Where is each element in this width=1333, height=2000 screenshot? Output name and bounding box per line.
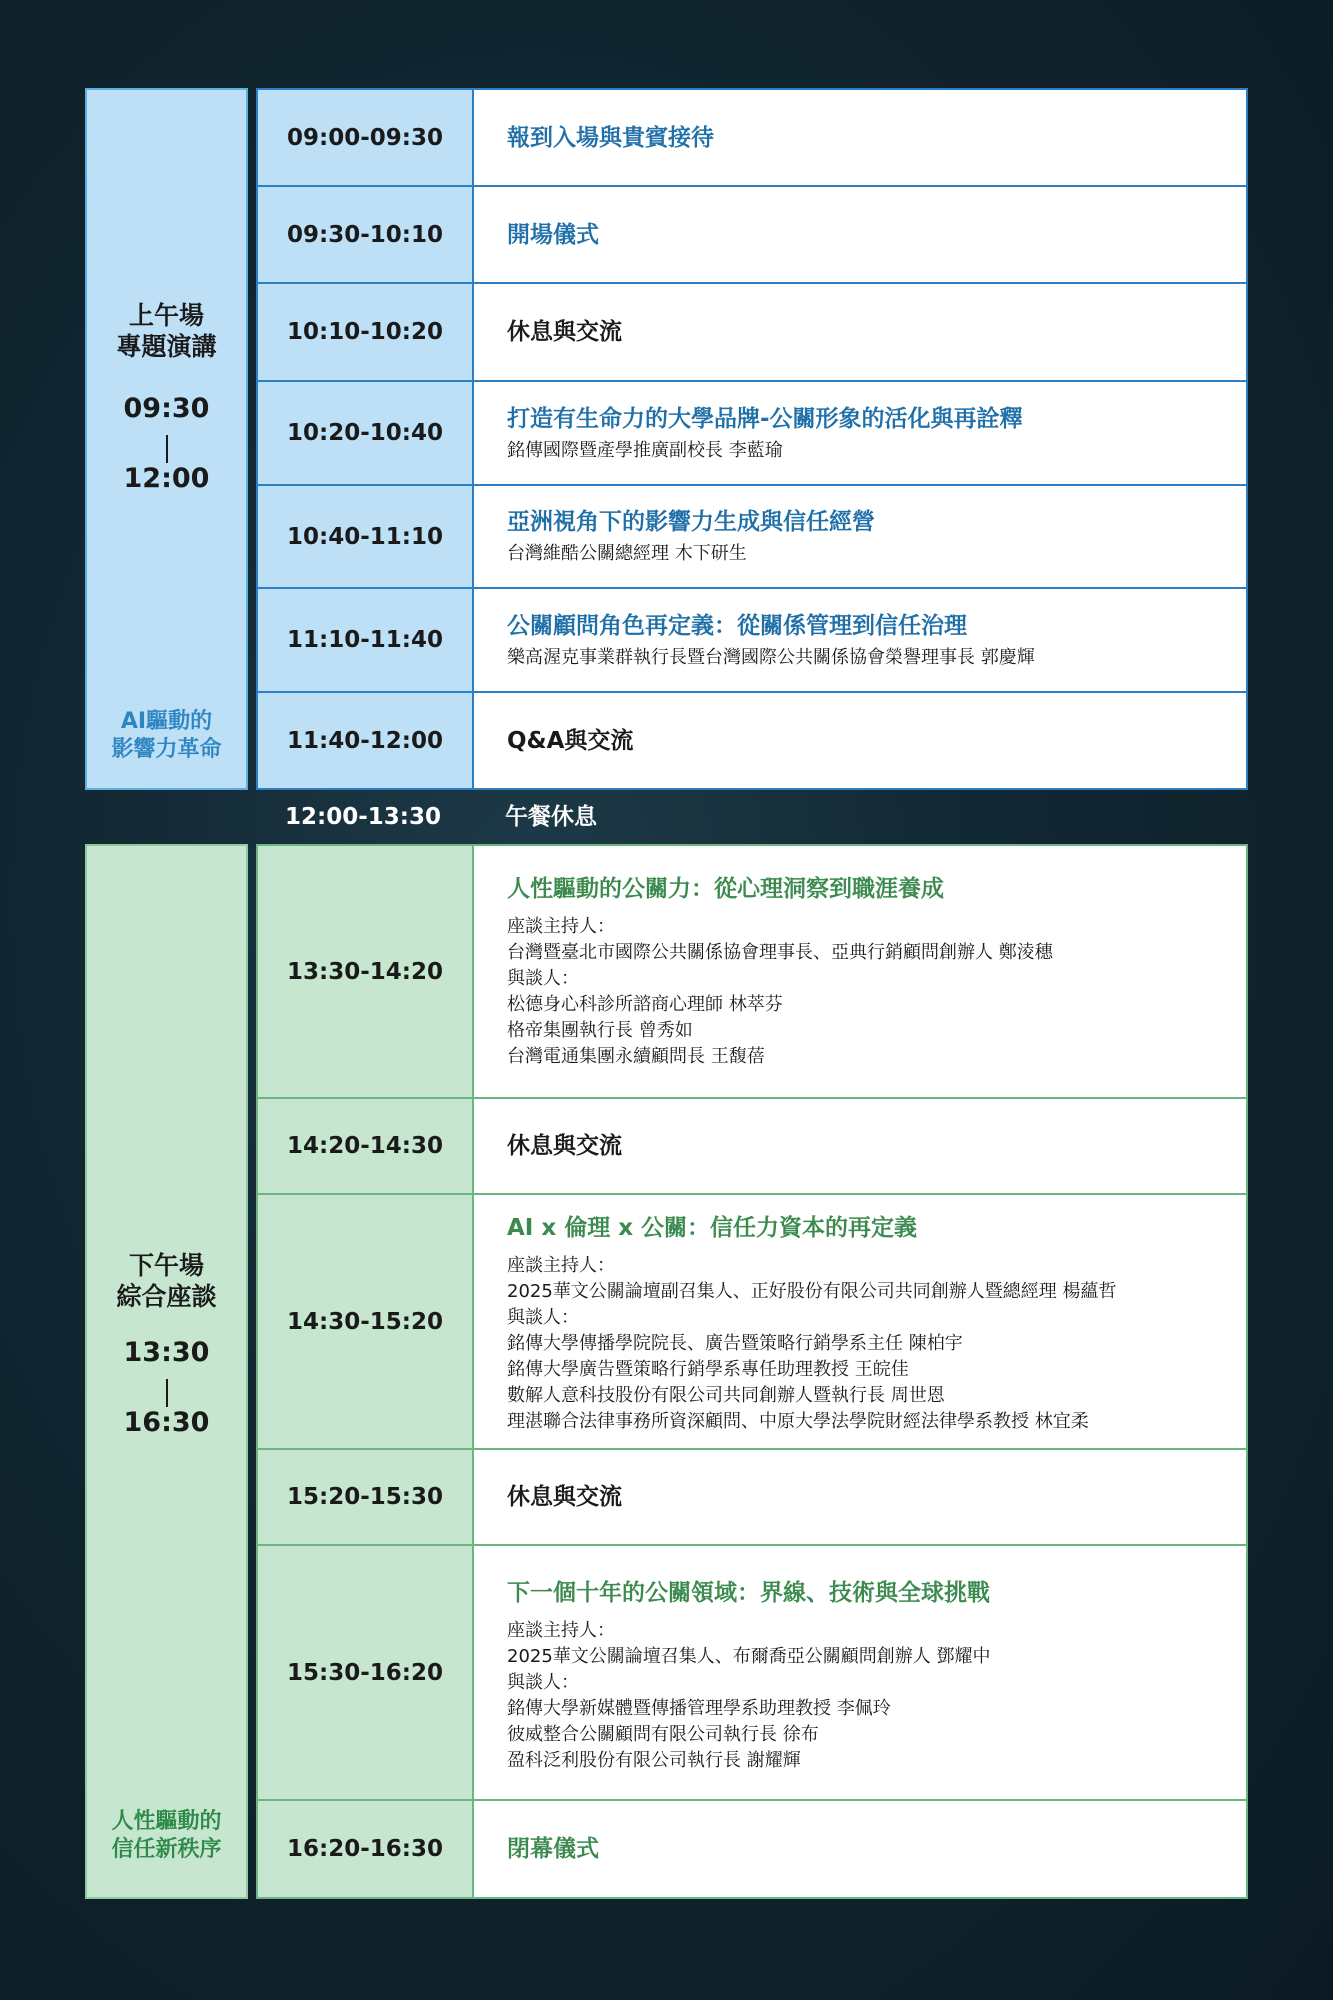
row-time: 16:20-16:30 [258,1801,474,1897]
event-speaker: 樂高渥克事業群執行長暨台灣國際公共關係協會榮譽理事長 郭慶輝 [507,646,1035,668]
row-content [474,1450,1246,1544]
row-content [474,284,1246,380]
event-title: 休息與交流 [507,1484,622,1510]
event-title: 公關顧問角色再定義：從關係管理到信任治理 [507,612,967,639]
row-time: 11:40-12:00 [258,693,474,788]
row-time: 13:30-14:20 [258,846,474,1097]
event-title: 報到入場與貴賓接待 [507,124,714,151]
panel-participants [507,914,1246,1070]
participant-line: 松德身心科診所諮商心理師 林萃芬 [507,994,783,1015]
row-content [474,486,1246,587]
row-content [474,90,1246,185]
schedule-row [256,486,1248,589]
schedule-row [256,88,1248,187]
event-title: 閉幕儀式 [507,1836,599,1862]
participant-line: 盈科泛利股份有限公司執行長 謝耀輝 [507,1750,801,1771]
event-title: 人性驅動的公關力：從心理洞察到職涯養成 [507,876,944,902]
lunch-label: 午餐休息 [505,804,597,830]
schedule-row [256,1099,1248,1195]
schedule-row [256,284,1248,382]
row-content [474,382,1246,484]
participant-line: 座談主持人： [507,1255,615,1276]
schedule-row [256,1450,1248,1546]
lunch-time: 12:00-13:30 [285,804,441,830]
row-content [474,589,1246,691]
row-time: 09:30-10:10 [258,187,474,282]
schedule-row [256,844,1248,1099]
morning-start-time: 09:30 [123,393,210,424]
participant-line: 與談人： [507,968,579,989]
participant-line: 台灣電通集團永續顧問長 王馥蓓 [507,1046,765,1067]
event-title: 休息與交流 [507,1133,622,1159]
schedule-row [256,589,1248,693]
participant-line: 2025華文公關論壇副召集人、正好股份有限公司共同創辦人暨總經理 楊蘊哲 [507,1281,1117,1302]
event-speaker: 台灣維酷公關總經理 木下研生 [507,543,747,564]
row-time: 10:10-10:20 [258,284,474,380]
participant-line: 理湛聯合法律事務所資深顧問、中原大學法學院財經法律學系教授 林宜柔 [507,1411,1089,1432]
row-time: 10:20-10:40 [258,382,474,484]
row-time: 15:30-16:20 [258,1546,474,1799]
morning-theme: AI驅動的 影響力革命 [111,709,222,762]
row-time: 10:40-11:10 [258,486,474,587]
participant-line: 數解人意科技股份有限公司共同創辦人暨執行長 周世恩 [507,1385,945,1406]
participant-line: 銘傳大學廣告暨策略行銷學系專任助理教授 王皖佳 [507,1359,909,1380]
event-title: 開場儀式 [507,221,599,248]
participant-line: 與談人： [507,1307,579,1328]
participant-line: 格帝集團執行長 曾秀如 [507,1020,693,1041]
participant-line: 台灣暨臺北市國際公共關係協會理事長、亞典行銷顧問創辦人 鄭淩穗 [507,942,1053,963]
participant-line: 銘傳大學新媒體暨傳播管理學系助理教授 李佩玲 [507,1698,891,1719]
schedule-row [256,382,1248,486]
row-content [474,1546,1246,1799]
event-speaker: 銘傳國際暨產學推廣副校長 李藍瑜 [507,439,783,461]
afternoon-end-time: 16:30 [123,1407,210,1438]
participant-line: 彼威整合公關顧問有限公司執行長 徐布 [507,1724,819,1745]
schedule-row [256,693,1248,790]
row-time: 11:10-11:40 [258,589,474,691]
participant-line: 銘傳大學傳播學院院長、廣告暨策略行銷學系主任 陳柏宇 [507,1333,963,1354]
row-time: 09:00-09:30 [258,90,474,185]
participant-line: 2025華文公關論壇召集人、布爾喬亞公關顧問創辦人 鄧耀中 [507,1646,991,1667]
event-title: 下一個十年的公關領域：界線、技術與全球挑戰 [507,1580,990,1606]
row-content [474,187,1246,282]
row-content [474,1099,1246,1193]
event-title: 亞洲視角下的影響力生成與信任經營 [507,509,875,535]
participant-line: 座談主持人： [507,1620,615,1641]
afternoon-start-time: 13:30 [123,1337,210,1368]
participant-line: 座談主持人： [507,916,615,937]
afternoon-time-divider [166,1379,168,1407]
morning-session-panel [85,88,248,790]
schedule-row [256,1801,1248,1899]
participant-line: 與談人： [507,1672,579,1693]
afternoon-theme: 人性驅動的 信任新秩序 [111,1809,222,1862]
event-title: Q&A與交流 [507,727,634,754]
panel-participants [507,1253,1246,1435]
schedule-row [256,1195,1248,1450]
event-title: 休息與交流 [507,319,622,345]
panel-participants [507,1618,1246,1774]
row-time: 14:30-15:20 [258,1195,474,1448]
morning-time-divider [166,435,168,463]
row-time: 15:20-15:30 [258,1450,474,1544]
row-content [474,846,1246,1097]
morning-end-time: 12:00 [123,463,210,494]
event-title: 打造有生命力的大學品牌-公關形象的活化與再詮釋 [507,405,1023,432]
row-time: 14:20-14:30 [258,1099,474,1193]
row-content [474,693,1246,788]
event-title: AI x 倫理 x 公關：信任力資本的再定義 [507,1215,918,1241]
morning-session-title: 上午場 專題演講 [116,301,217,361]
afternoon-session-title: 下午場 綜合座談 [116,1251,217,1311]
schedule-row [256,1546,1248,1801]
afternoon-session-panel [85,844,248,1899]
schedule-row [256,187,1248,284]
row-content [474,1195,1246,1448]
row-content [474,1801,1246,1897]
